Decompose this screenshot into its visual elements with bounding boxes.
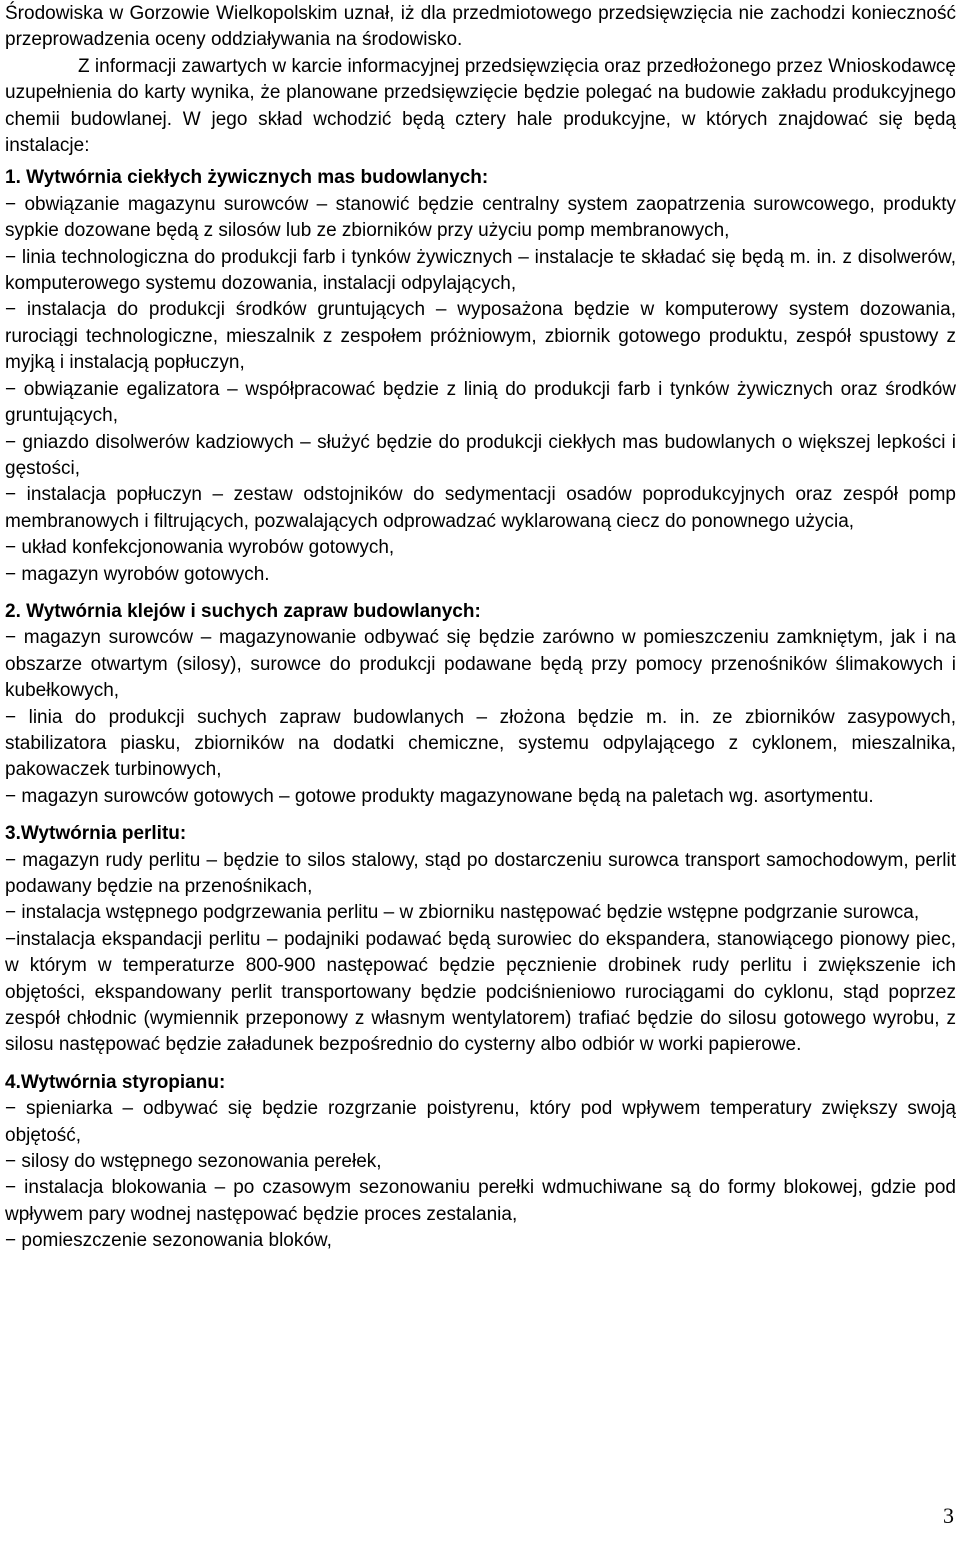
section-heading: 3.Wytwórnia perlitu:: [5, 823, 187, 845]
list-item: − instalacja wstępnego podgrzewania perlitu – w zbiorniku następować będzie wstępne podgrzanie surowca,: [5, 902, 920, 924]
list-item: − magazyn rudy perlitu – będzie to silos stalowy, stąd po dostarczeniu surowca transport samochodowym, perlit podawany będzie na przenośnikach,: [5, 849, 956, 897]
list-item: − obwiązanie egalizatora – współpracować będzie z linią do produkcji farb i tynków żywicznych oraz środków gruntujących,: [5, 378, 956, 427]
list-item: − instalacja blokowania – po czasowym sezonowaniu perełki wdmuchiwane są do formy blokowej, gdzie pod wpływem pary wodnej następować będzie proces zestalania,: [5, 1177, 956, 1225]
list-item: − spieniarka – odbywać się będzie rozgrzanie poistyrenu, który pod wpływem temperatury zwiększy swoją objętość,: [5, 1098, 956, 1146]
list-item: − silosy do wstępnego sezonowania perełek,: [5, 1151, 382, 1173]
list-item: − gniazdo disolwerów kadziowych – służyć będzie do produkcji ciekłych mas budowlanych o większej lepkości i gęstości,: [5, 431, 956, 479]
intro-paragraph: Z informacji zawartych w karcie informacyjnej przedsięwzięcia oraz przedłożonego przez Wnioskodawcę uzupełnienia do karty wynika, że planowane przedsięwzięcie będzie polegać na budowie zakładu produkcyjnego chemii budowlanej. W jego skład wchodzić będą cztery hale produkcyjne, w których znajdować się będą instalacje:: [5, 55, 956, 157]
list-item: − magazyn wyrobów gotowych.: [5, 563, 270, 585]
list-item: − instalacja do produkcji środków gruntujących – wyposażona będzie w komputerowy system dozowania, rurociągi technologiczne, mieszalnik z zespołem próżniowym, zbiornik gotowego produktu, zespół spustowy z myjką i instalacją popłuczyn,: [5, 299, 956, 374]
list-item: − pomieszczenie sezonowania bloków,: [5, 1230, 332, 1252]
intro-paragraph: Środowiska w Gorzowie Wielkopolskim uznał, iż dla przedmiotowego przedsięwzięcia nie zachodzi konieczność przeprowadzenia oceny oddziaływania na środowisko.: [5, 3, 956, 51]
list-item: − układ konfekcjonowania wyrobów gotowych,: [5, 537, 395, 559]
section-heading: 2. Wytwórnia klejów i suchych zapraw budowlanych:: [5, 600, 481, 622]
list-item: − linia do produkcji suchych zapraw budowlanych – złożona będzie m. in. ze zbiorników zasypowych, stabilizatora piasku, zbiorników na dodatki chemiczne, systemu odpylającego z cyklonem, mieszalnika, pakowaczek turbinowych,: [5, 706, 956, 781]
document-page: [5, 1, 956, 1255]
list-item: − magazyn surowców – magazynowanie odbywać się będzie zarówno w pomieszczeniu zamkniętym, jak i na obszarze otwartym (silosy), surowce do produkcji podawane będą przy pomocy przenośników ślimakowych i kubełkowych,: [5, 627, 956, 702]
list-item: − obwiązanie magazynu surowców – stanowić będzie centralny system zaopatrzenia surowcowego, produkty sypkie dozowane będą z silosów lub ze zbiorników przy użyciu pomp membranowych,: [5, 193, 956, 242]
list-item: −instalacja ekspandacji perlitu – podajniki podawać będą surowiec do ekspandera, stanowiącego pionowy piec, w którym w temperaturze 800-900 następować będzie pęcznienie drobinek rudy perlitu i zwiększenie ich objętości, ekspandowany perlit transportowany będzie podciśnieniowo rurociągami do cyklonu, stąd poprzez zespół chłodnic (wymiennik przeponowy z własnym wentylatorem) trafiać będzie do silosu gotowego wyrobu, z silosu następować będzie załadunek bezpośrednio do cysterny albo odbiór w worki papierowe.: [5, 928, 956, 1056]
section-heading: 1. Wytwórnia ciekłych żywicznych mas budowlanych:: [5, 167, 489, 189]
list-item: − instalacja popłuczyn – zestaw odstojników do sedymentacji osadów poprodukcyjnych oraz zespół pomp membranowych i filtrujących, pozwalających odprowadzać wyklarowaną ciecz do ponownego użycia,: [5, 484, 956, 532]
page-number: 3: [943, 1503, 954, 1528]
list-item: − linia technologiczna do produkcji farb i tynków żywicznych – instalacje te składać się będą m. in. z disolwerów, komputerowego systemu dozowania, instalacji odpylających,: [5, 246, 956, 295]
list-item: − magazyn surowców gotowych – gotowe produkty magazynowane będą na paletach wg. asortymentu.: [5, 785, 874, 807]
section-heading: 4.Wytwórnia styropianu:: [5, 1071, 226, 1093]
